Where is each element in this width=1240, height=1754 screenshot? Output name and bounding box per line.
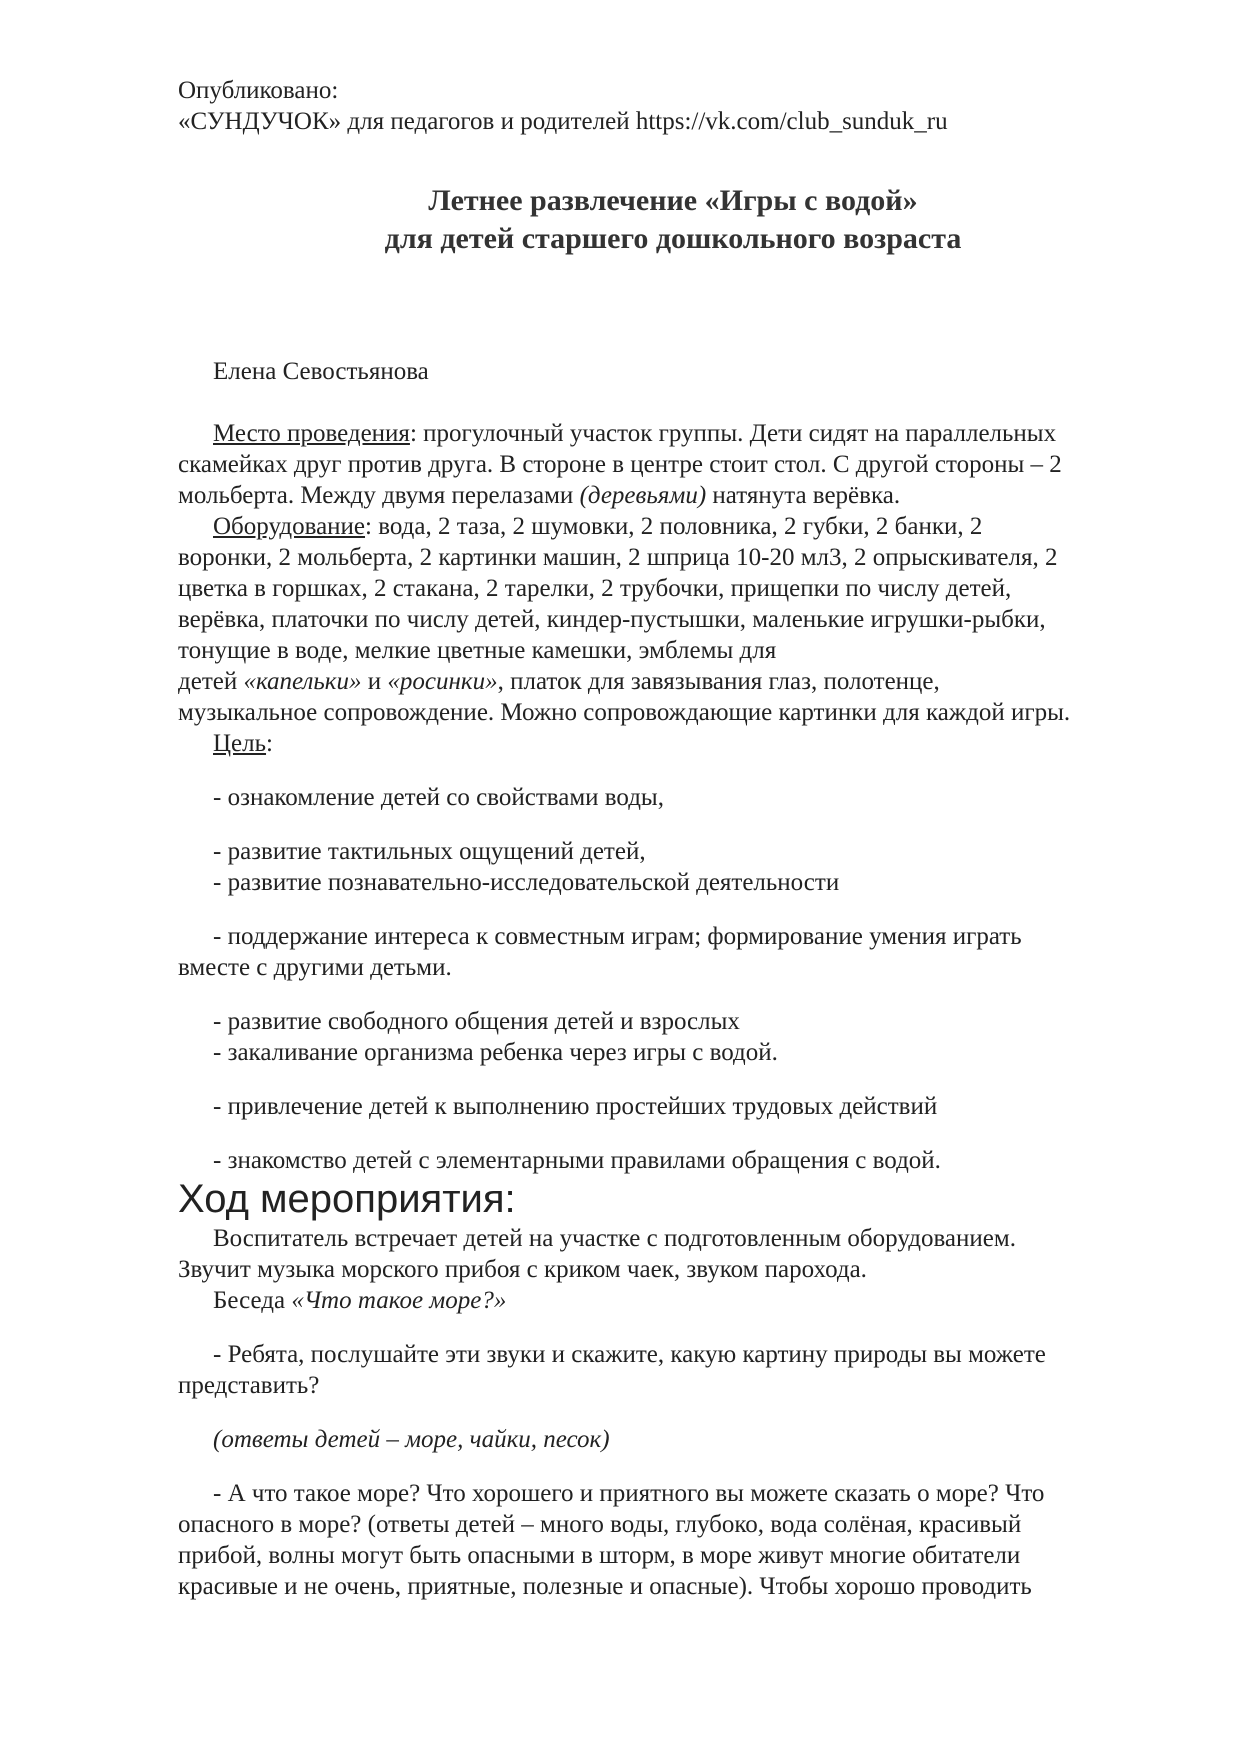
goal-item-text: - развитие свободного общения детей и взрослых [213,1008,740,1035]
goal-colon: : [266,730,273,757]
goal-heading [178,728,1168,759]
question-2-line-2: опасного в море? (ответы детей – много воды, глубоко, вода солёная, красивый [178,1511,1022,1538]
equipment-line-5: тонущие в воде, мелкие цветные камешки, эмблемы для [178,637,777,664]
children-answer [178,1424,1168,1455]
goal-label: Цель [213,730,267,757]
author-name: Елена Севостьянова [213,358,429,385]
goal-item-text: - развитие познавательно-исследовательской деятельности [213,869,840,896]
title-line-2: для детей старшего дошкольного возраста [384,222,962,255]
venue-text-1: : прогулочный участок группы. Дети сидят на параллельных [409,420,1057,447]
goal-item-text: - привлечение детей к выполнению простейших трудовых действий [213,1093,938,1120]
venue-text-3-italic: (деревьями) [579,482,707,509]
goal-item-4 [178,921,1168,983]
equipment-line-2: воронки, 2 мольберта, 2 картинки машин, 2 шприца 10-20 мл3, 2 опрыскивателя, 2 [178,544,1058,571]
answer-text: (ответы детей – море, чайки, песок) [213,1426,610,1453]
goal-item-text-continued: вместе с другими детьми. [178,954,452,981]
course-intro-line-1: Воспитатель встречает детей на участке с подготовленным оборудованием. [213,1225,1016,1252]
published-label: Опубликовано: [178,77,339,104]
goal-label-line [178,728,1168,759]
goal-item-text: - ознакомление детей со свойствами воды, [213,784,664,811]
section-heading: Ход мероприятия: [178,1177,516,1221]
publisher-line: «СУНДУЧОК» для педагогов и родителей https://vk.com/club_sunduk_ru [178,108,948,135]
goal-item-5-6 [178,1006,1168,1068]
author-block [178,356,1168,387]
goal-item-text: - закаливание организма ребенка через игры с водой. [213,1039,778,1066]
equipment-line-1 [178,511,1168,542]
talk-label: Беседа [213,1287,292,1314]
question-1 [178,1339,1168,1401]
equipment-text-6b: и [361,668,388,695]
course-intro-line-2: Звучит музыка морского прибоя с криком чаек, звуком парохода. [178,1256,867,1283]
question-2-line-3: прибой, волны могут быть опасными в шторм, в море живут многие обитатели [178,1542,1021,1569]
course-intro [178,1223,1168,1316]
venue-line-2: скамейках друг против друга. В стороне в центре стоит стол. С другой стороны – 2 [178,451,1062,478]
equipment-line-6 [178,666,1168,697]
venue-line-3 [178,480,1168,511]
equipment-text-1: : вода, 2 таза, 2 шумовки, 2 половника, 2 губки, 2 банки, 2 [365,513,983,540]
venue-text-3b: натянута верёвка. [706,482,901,509]
venue-label: Место проведения [213,420,410,447]
goal-item-text: - развитие тактильных ощущений детей, [213,838,646,865]
equipment-label: Оборудование [213,513,366,540]
title-line-1: Летнее развлечение «Игры с водой» [428,184,918,217]
goal-item-text: - поддержание интереса к совместным играм; формирование умения играть [213,923,1022,950]
goal-item-1 [178,782,1168,813]
equipment-emblem-1: «капельки» [243,668,362,695]
equipment-text-6a: детей [178,668,244,695]
question-2-line-4: красивые и не очень, приятные, полезные и опасные). Чтобы хорошо проводить [178,1573,1032,1600]
equipment-paragraph [178,511,1168,728]
question-1-line-1: - Ребята, послушайте эти звуки и скажите, какую картину природы вы можете [213,1341,1046,1368]
equipment-emblem-2: «росинки» [387,668,498,695]
goal-item-text: - знакомство детей с элементарными правилами обращения с водой. [213,1147,941,1174]
equipment-text-6c: , платок для завязывания глаз, полотенце, [497,668,940,695]
question-2-line-1: - А что такое море? Что хорошего и приятного вы можете сказать о море? Что [213,1480,1045,1507]
equipment-line-3: цветка в горшках, 2 стакана, 2 тарелки, 2 трубочки, прищепки по числу детей, [178,575,1012,602]
publication-header [178,75,1168,137]
goal-item-8 [178,1145,1168,1176]
venue-line-1 [178,418,1168,449]
talk-line [178,1285,1168,1316]
question-1-line-2: представить? [178,1372,320,1399]
question-2 [178,1478,1168,1602]
goal-item-7 [178,1091,1168,1122]
equipment-line-4: верёвка, платочки по числу детей, киндер-пустышки, маленькие игрушки-рыбки, [178,606,1046,633]
venue-text-3a: мольберта. Между двумя перелазами [178,482,580,509]
goal-item-2-3 [178,836,1168,898]
equipment-line-7: музыкальное сопровождение. Можно сопровождающие картинки для каждой игры. [178,699,1071,726]
document-title [178,182,1168,258]
talk-title: «Что такое море?» [291,1287,507,1314]
venue-paragraph [178,418,1168,511]
